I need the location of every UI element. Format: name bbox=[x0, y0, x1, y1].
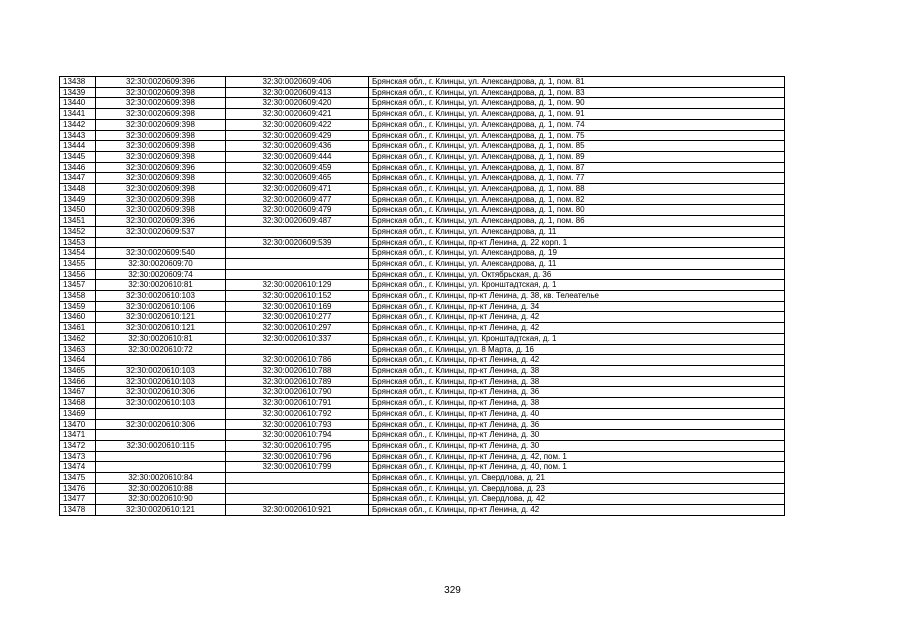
building-cadastral-number-cell: 32:30:0020610:795 bbox=[226, 440, 369, 451]
table-row bbox=[60, 194, 785, 205]
building-cadastral-number-cell: 32:30:0020610:129 bbox=[226, 280, 369, 291]
table-row bbox=[60, 387, 785, 398]
land-cadastral-number-cell: 32:30:0020609:70 bbox=[96, 258, 226, 269]
address-cell: Брянская обл., г. Клинцы, ул. Свердлова, д. 21 bbox=[369, 473, 785, 484]
row-number-cell: 13469 bbox=[60, 408, 96, 419]
land-cadastral-number-cell: 32:30:0020609:398 bbox=[96, 194, 226, 205]
row-number-cell: 13465 bbox=[60, 365, 96, 376]
row-number-cell: 13454 bbox=[60, 248, 96, 259]
land-cadastral-number-cell bbox=[96, 430, 226, 441]
table-row bbox=[60, 365, 785, 376]
row-number-cell: 13453 bbox=[60, 237, 96, 248]
table-row bbox=[60, 505, 785, 516]
building-cadastral-number-cell bbox=[226, 226, 369, 237]
address-cell: Брянская обл., г. Клинцы, пр-кт Ленина, д. 38 bbox=[369, 398, 785, 409]
land-cadastral-number-cell: 32:30:0020610:121 bbox=[96, 505, 226, 516]
row-number-cell: 13473 bbox=[60, 451, 96, 462]
address-cell: Брянская обл., г. Клинцы, ул. Александрова, д. 1, пом. 83 bbox=[369, 87, 785, 98]
row-number-cell: 13456 bbox=[60, 269, 96, 280]
address-cell: Брянская обл., г. Клинцы, пр-кт Ленина, д. 42, пом. 1 bbox=[369, 451, 785, 462]
address-cell: Брянская обл., г. Клинцы, ул. Александрова, д. 1, пом. 80 bbox=[369, 205, 785, 216]
land-cadastral-number-cell: 32:30:0020610:90 bbox=[96, 494, 226, 505]
table-row bbox=[60, 87, 785, 98]
address-cell: Брянская обл., г. Клинцы, пр-кт Ленина, д. 22 корп. 1 bbox=[369, 237, 785, 248]
address-cell: Брянская обл., г. Клинцы, пр-кт Ленина, д. 34 bbox=[369, 301, 785, 312]
land-cadastral-number-cell: 32:30:0020610:103 bbox=[96, 398, 226, 409]
table-row bbox=[60, 205, 785, 216]
address-cell: Брянская обл., г. Клинцы, пр-кт Ленина, д. 42 bbox=[369, 323, 785, 334]
building-cadastral-number-cell: 32:30:0020610:793 bbox=[226, 419, 369, 430]
address-cell: Брянская обл., г. Клинцы, ул. Кронштадтская, д. 1 bbox=[369, 280, 785, 291]
building-cadastral-number-cell: 32:30:0020610:152 bbox=[226, 291, 369, 302]
building-cadastral-number-cell: 32:30:0020610:337 bbox=[226, 333, 369, 344]
row-number-cell: 13452 bbox=[60, 226, 96, 237]
building-cadastral-number-cell bbox=[226, 248, 369, 259]
address-cell: Брянская обл., г. Клинцы, ул. Александрова, д. 1, пом. 77 bbox=[369, 173, 785, 184]
land-cadastral-number-cell: 32:30:0020609:398 bbox=[96, 173, 226, 184]
building-cadastral-number-cell: 32:30:0020610:788 bbox=[226, 365, 369, 376]
building-cadastral-number-cell: 32:30:0020610:786 bbox=[226, 355, 369, 366]
land-cadastral-number-cell: 32:30:0020610:81 bbox=[96, 333, 226, 344]
land-cadastral-number-cell bbox=[96, 462, 226, 473]
land-cadastral-number-cell: 32:30:0020610:103 bbox=[96, 365, 226, 376]
row-number-cell: 13443 bbox=[60, 130, 96, 141]
row-number-cell: 13442 bbox=[60, 119, 96, 130]
table-row bbox=[60, 151, 785, 162]
table-row bbox=[60, 301, 785, 312]
address-cell: Брянская обл., г. Клинцы, пр-кт Ленина, д. 42 bbox=[369, 505, 785, 516]
table-row bbox=[60, 130, 785, 141]
land-cadastral-number-cell: 32:30:0020610:88 bbox=[96, 483, 226, 494]
building-cadastral-number-cell: 32:30:0020609:444 bbox=[226, 151, 369, 162]
building-cadastral-number-cell: 32:30:0020609:487 bbox=[226, 216, 369, 227]
land-cadastral-number-cell: 32:30:0020609:396 bbox=[96, 162, 226, 173]
land-cadastral-number-cell bbox=[96, 355, 226, 366]
row-number-cell: 13440 bbox=[60, 98, 96, 109]
building-cadastral-number-cell: 32:30:0020609:471 bbox=[226, 184, 369, 195]
row-number-cell: 13464 bbox=[60, 355, 96, 366]
row-number-cell: 13447 bbox=[60, 173, 96, 184]
row-number-cell: 13468 bbox=[60, 398, 96, 409]
table-row bbox=[60, 323, 785, 334]
table-row bbox=[60, 77, 785, 88]
address-cell: Брянская обл., г. Клинцы, ул. Александрова, д. 1, пом. 88 bbox=[369, 184, 785, 195]
row-number-cell: 13467 bbox=[60, 387, 96, 398]
building-cadastral-number-cell bbox=[226, 494, 369, 505]
table-row bbox=[60, 408, 785, 419]
row-number-cell: 13457 bbox=[60, 280, 96, 291]
land-cadastral-number-cell bbox=[96, 408, 226, 419]
land-cadastral-number-cell bbox=[96, 451, 226, 462]
cadastral-table bbox=[59, 76, 785, 516]
table-row bbox=[60, 419, 785, 430]
row-number-cell: 13463 bbox=[60, 344, 96, 355]
address-cell: Брянская обл., г. Клинцы, пр-кт Ленина, д. 30 bbox=[369, 430, 785, 441]
table-row bbox=[60, 312, 785, 323]
address-cell: Брянская обл., г. Клинцы, ул. Октябрьская, д. 36 bbox=[369, 269, 785, 280]
table-row bbox=[60, 237, 785, 248]
land-cadastral-number-cell: 32:30:0020609:74 bbox=[96, 269, 226, 280]
land-cadastral-number-cell: 32:30:0020609:537 bbox=[96, 226, 226, 237]
row-number-cell: 13446 bbox=[60, 162, 96, 173]
table-row bbox=[60, 494, 785, 505]
row-number-cell: 13470 bbox=[60, 419, 96, 430]
building-cadastral-number-cell: 32:30:0020610:921 bbox=[226, 505, 369, 516]
row-number-cell: 13466 bbox=[60, 376, 96, 387]
address-cell: Брянская обл., г. Клинцы, пр-кт Ленина, д. 36 bbox=[369, 387, 785, 398]
address-cell: Брянская обл., г. Клинцы, ул. 8 Марта, д. 16 bbox=[369, 344, 785, 355]
building-cadastral-number-cell: 32:30:0020609:413 bbox=[226, 87, 369, 98]
building-cadastral-number-cell: 32:30:0020610:277 bbox=[226, 312, 369, 323]
building-cadastral-number-cell: 32:30:0020609:429 bbox=[226, 130, 369, 141]
land-cadastral-number-cell: 32:30:0020610:121 bbox=[96, 323, 226, 334]
address-cell: Брянская обл., г. Клинцы, пр-кт Ленина, д. 40, пом. 1 bbox=[369, 462, 785, 473]
land-cadastral-number-cell: 32:30:0020609:396 bbox=[96, 216, 226, 227]
address-cell: Брянская обл., г. Клинцы, ул. Свердлова, д. 23 bbox=[369, 483, 785, 494]
land-cadastral-number-cell: 32:30:0020610:121 bbox=[96, 312, 226, 323]
table-row bbox=[60, 119, 785, 130]
address-cell: Брянская обл., г. Клинцы, ул. Александрова, д. 1, пом. 91 bbox=[369, 109, 785, 120]
row-number-cell: 13477 bbox=[60, 494, 96, 505]
row-number-cell: 13438 bbox=[60, 77, 96, 88]
land-cadastral-number-cell: 32:30:0020609:398 bbox=[96, 98, 226, 109]
address-cell: Брянская обл., г. Клинцы, ул. Александрова, д. 1, пом. 90 bbox=[369, 98, 785, 109]
table-row bbox=[60, 440, 785, 451]
row-number-cell: 13448 bbox=[60, 184, 96, 195]
building-cadastral-number-cell: 32:30:0020610:796 bbox=[226, 451, 369, 462]
address-cell: Брянская обл., г. Клинцы, пр-кт Ленина, д. 38 bbox=[369, 376, 785, 387]
address-cell: Брянская обл., г. Клинцы, ул. Александрова, д. 1, пом. 81 bbox=[369, 77, 785, 88]
row-number-cell: 13471 bbox=[60, 430, 96, 441]
table-row bbox=[60, 258, 785, 269]
land-cadastral-number-cell: 32:30:0020610:84 bbox=[96, 473, 226, 484]
address-cell: Брянская обл., г. Клинцы, пр-кт Ленина, д. 42 bbox=[369, 312, 785, 323]
row-number-cell: 13462 bbox=[60, 333, 96, 344]
address-cell: Брянская обл., г. Клинцы, пр-кт Ленина, д. 40 bbox=[369, 408, 785, 419]
building-cadastral-number-cell bbox=[226, 258, 369, 269]
building-cadastral-number-cell: 32:30:0020610:799 bbox=[226, 462, 369, 473]
land-cadastral-number-cell: 32:30:0020610:115 bbox=[96, 440, 226, 451]
building-cadastral-number-cell: 32:30:0020609:420 bbox=[226, 98, 369, 109]
table-row bbox=[60, 355, 785, 366]
land-cadastral-number-cell: 32:30:0020609:398 bbox=[96, 205, 226, 216]
row-number-cell: 13451 bbox=[60, 216, 96, 227]
building-cadastral-number-cell: 32:30:0020610:794 bbox=[226, 430, 369, 441]
land-cadastral-number-cell: 32:30:0020609:398 bbox=[96, 109, 226, 120]
land-cadastral-number-cell: 32:30:0020610:103 bbox=[96, 376, 226, 387]
land-cadastral-number-cell: 32:30:0020609:398 bbox=[96, 151, 226, 162]
table-row bbox=[60, 398, 785, 409]
row-number-cell: 13475 bbox=[60, 473, 96, 484]
table-row bbox=[60, 451, 785, 462]
table-row bbox=[60, 162, 785, 173]
row-number-cell: 13458 bbox=[60, 291, 96, 302]
address-cell: Брянская обл., г. Клинцы, ул. Александрова, д. 1, пом. 82 bbox=[369, 194, 785, 205]
table-row bbox=[60, 333, 785, 344]
building-cadastral-number-cell bbox=[226, 269, 369, 280]
page-number: 329 bbox=[444, 585, 461, 596]
building-cadastral-number-cell: 32:30:0020609:479 bbox=[226, 205, 369, 216]
cadastral-table-body bbox=[60, 77, 785, 516]
table-row bbox=[60, 280, 785, 291]
land-cadastral-number-cell: 32:30:0020610:106 bbox=[96, 301, 226, 312]
row-number-cell: 13461 bbox=[60, 323, 96, 334]
building-cadastral-number-cell: 32:30:0020610:789 bbox=[226, 376, 369, 387]
address-cell: Брянская обл., г. Клинцы, ул. Свердлова, д. 42 bbox=[369, 494, 785, 505]
address-cell: Брянская обл., г. Клинцы, ул. Александрова, д. 11 bbox=[369, 226, 785, 237]
table-row bbox=[60, 109, 785, 120]
row-number-cell: 13459 bbox=[60, 301, 96, 312]
table-row bbox=[60, 173, 785, 184]
building-cadastral-number-cell: 32:30:0020609:539 bbox=[226, 237, 369, 248]
table-row bbox=[60, 216, 785, 227]
table-row bbox=[60, 473, 785, 484]
building-cadastral-number-cell: 32:30:0020609:436 bbox=[226, 141, 369, 152]
row-number-cell: 13478 bbox=[60, 505, 96, 516]
land-cadastral-number-cell: 32:30:0020610:306 bbox=[96, 419, 226, 430]
row-number-cell: 13474 bbox=[60, 462, 96, 473]
row-number-cell: 13455 bbox=[60, 258, 96, 269]
table-row bbox=[60, 269, 785, 280]
building-cadastral-number-cell: 32:30:0020609:422 bbox=[226, 119, 369, 130]
address-cell: Брянская обл., г. Клинцы, ул. Александрова, д. 1, пом. 75 bbox=[369, 130, 785, 141]
building-cadastral-number-cell: 32:30:0020609:421 bbox=[226, 109, 369, 120]
row-number-cell: 13476 bbox=[60, 483, 96, 494]
building-cadastral-number-cell: 32:30:0020610:297 bbox=[226, 323, 369, 334]
land-cadastral-number-cell: 32:30:0020610:306 bbox=[96, 387, 226, 398]
building-cadastral-number-cell bbox=[226, 473, 369, 484]
land-cadastral-number-cell: 32:30:0020609:396 bbox=[96, 77, 226, 88]
building-cadastral-number-cell: 32:30:0020609:459 bbox=[226, 162, 369, 173]
table-row bbox=[60, 462, 785, 473]
address-cell: Брянская обл., г. Клинцы, пр-кт Ленина, д. 30 bbox=[369, 440, 785, 451]
building-cadastral-number-cell: 32:30:0020609:477 bbox=[226, 194, 369, 205]
row-number-cell: 13450 bbox=[60, 205, 96, 216]
land-cadastral-number-cell: 32:30:0020609:398 bbox=[96, 141, 226, 152]
address-cell: Брянская обл., г. Клинцы, пр-кт Ленина, д. 42 bbox=[369, 355, 785, 366]
building-cadastral-number-cell: 32:30:0020610:169 bbox=[226, 301, 369, 312]
row-number-cell: 13445 bbox=[60, 151, 96, 162]
table-row bbox=[60, 248, 785, 259]
table-row bbox=[60, 291, 785, 302]
building-cadastral-number-cell: 32:30:0020610:790 bbox=[226, 387, 369, 398]
land-cadastral-number-cell: 32:30:0020610:72 bbox=[96, 344, 226, 355]
address-cell: Брянская обл., г. Клинцы, ул. Александрова, д. 1, пом. 86 bbox=[369, 216, 785, 227]
address-cell: Брянская обл., г. Клинцы, ул. Александрова, д. 1, пом. 85 bbox=[369, 141, 785, 152]
address-cell: Брянская обл., г. Клинцы, ул. Александрова, д. 1, пом. 87 bbox=[369, 162, 785, 173]
row-number-cell: 13472 bbox=[60, 440, 96, 451]
address-cell: Брянская обл., г. Клинцы, пр-кт Ленина, д. 38, кв. Телеателье bbox=[369, 291, 785, 302]
land-cadastral-number-cell: 32:30:0020609:398 bbox=[96, 87, 226, 98]
land-cadastral-number-cell bbox=[96, 237, 226, 248]
table-row bbox=[60, 483, 785, 494]
table-row bbox=[60, 141, 785, 152]
land-cadastral-number-cell: 32:30:0020609:398 bbox=[96, 184, 226, 195]
address-cell: Брянская обл., г. Клинцы, ул. Александрова, д. 11 bbox=[369, 258, 785, 269]
land-cadastral-number-cell: 32:30:0020609:398 bbox=[96, 130, 226, 141]
table-row bbox=[60, 344, 785, 355]
building-cadastral-number-cell bbox=[226, 344, 369, 355]
row-number-cell: 13439 bbox=[60, 87, 96, 98]
land-cadastral-number-cell: 32:30:0020609:398 bbox=[96, 119, 226, 130]
address-cell: Брянская обл., г. Клинцы, ул. Александрова, д. 1, пом. 89 bbox=[369, 151, 785, 162]
building-cadastral-number-cell: 32:30:0020610:791 bbox=[226, 398, 369, 409]
land-cadastral-number-cell: 32:30:0020610:81 bbox=[96, 280, 226, 291]
building-cadastral-number-cell: 32:30:0020609:465 bbox=[226, 173, 369, 184]
address-cell: Брянская обл., г. Клинцы, пр-кт Ленина, д. 36 bbox=[369, 419, 785, 430]
address-cell: Брянская обл., г. Клинцы, ул. Александрова, д. 1, пом. 74 bbox=[369, 119, 785, 130]
row-number-cell: 13444 bbox=[60, 141, 96, 152]
row-number-cell: 13441 bbox=[60, 109, 96, 120]
table-row bbox=[60, 376, 785, 387]
building-cadastral-number-cell bbox=[226, 483, 369, 494]
building-cadastral-number-cell: 32:30:0020609:406 bbox=[226, 77, 369, 88]
land-cadastral-number-cell: 32:30:0020610:103 bbox=[96, 291, 226, 302]
address-cell: Брянская обл., г. Клинцы, ул. Александрова, д. 19 bbox=[369, 248, 785, 259]
table-row bbox=[60, 430, 785, 441]
row-number-cell: 13460 bbox=[60, 312, 96, 323]
row-number-cell: 13449 bbox=[60, 194, 96, 205]
table-row bbox=[60, 226, 785, 237]
address-cell: Брянская обл., г. Клинцы, ул. Кронштадтская, д. 1 bbox=[369, 333, 785, 344]
table-row bbox=[60, 98, 785, 109]
table-row bbox=[60, 184, 785, 195]
address-cell: Брянская обл., г. Клинцы, пр-кт Ленина, д. 38 bbox=[369, 365, 785, 376]
building-cadastral-number-cell: 32:30:0020610:792 bbox=[226, 408, 369, 419]
land-cadastral-number-cell: 32:30:0020609:540 bbox=[96, 248, 226, 259]
